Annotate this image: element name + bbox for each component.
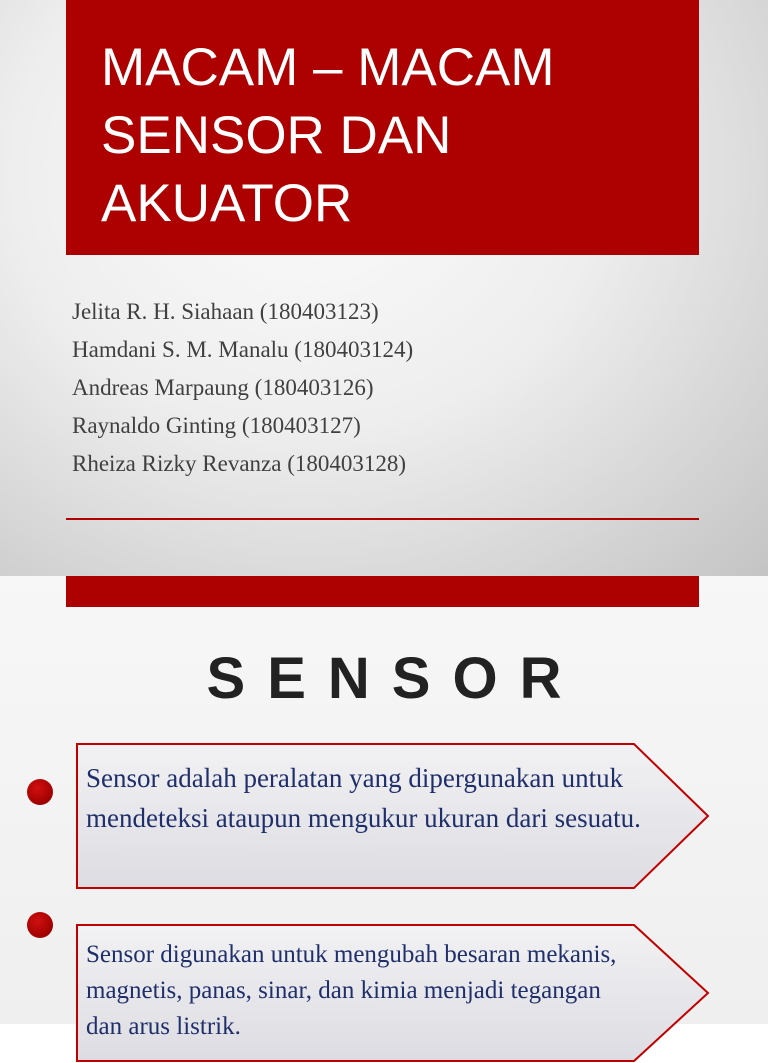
author-item: Jelita R. H. Siahaan (180403123) [72,299,379,324]
divider-line [66,518,699,520]
author-item: Raynaldo Ginting (180403127) [72,413,361,438]
author-item: Rheiza Rizky Revanza (180403128) [72,451,407,476]
sensor-slide [0,576,768,1040]
author-list [72,293,413,483]
header-bar [66,576,699,607]
author-item: Hamdani S. M. Manalu (180403124) [72,337,414,362]
section-heading: SENSOR [206,646,584,711]
sensor-definition-text: Sensor adalah peralatan yang dipergunakan untuk mendeteksi ataupun mengukur ukuran dari sesuatu. [86,763,641,833]
slide-title: MACAM – MACAM SENSOR DAN AKUATOR [101,38,555,233]
chevron-text-box [74,742,714,890]
chevron-text-box [74,923,714,1043]
bullet-dot-icon [27,912,53,938]
sensor-function-text: Sensor digunakan untuk mengubah besaran mekanis, magnetis, panas, sinar, dan kimia menjadi tegangan dan arus listrik. [86,941,617,1040]
author-item: Andreas Marpaung (180403126) [72,375,374,400]
bullet-dot-icon [27,779,53,805]
